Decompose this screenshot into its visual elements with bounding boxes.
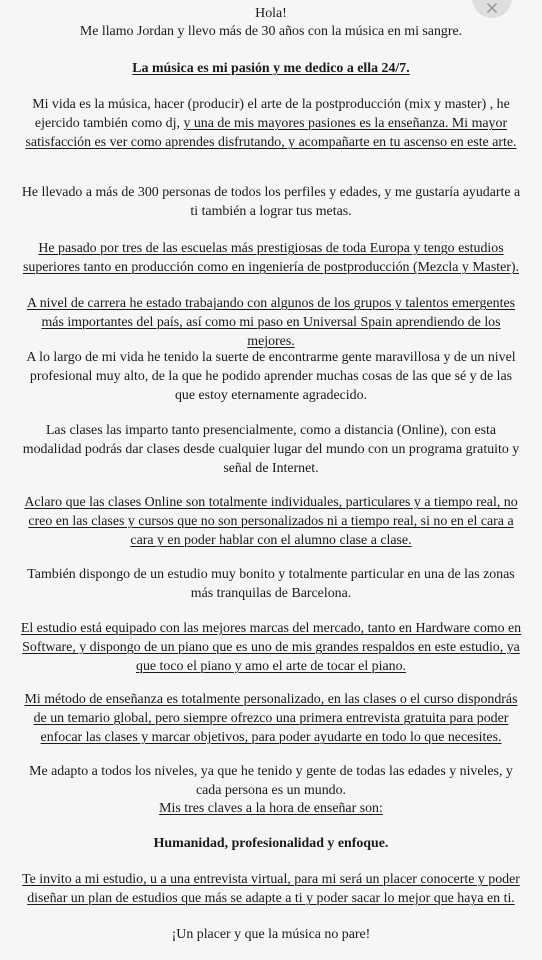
headline: La música es mi pasión y me dedico a ella 24/7. bbox=[132, 61, 410, 76]
paragraph-schools: He pasado por tres de las escuelas más prestigiosas de toda Europa y tengo estudios superiores tanto en producción como en ingeniería de postproducción (Mezcla y Master). bbox=[22, 241, 520, 275]
closing-line: ¡Un placer y que la música no pare! bbox=[171, 927, 371, 942]
paragraph-equipment: El estudio está equipado con las mejores marcas del mercado, tanto en Hardware como en Software, y dispongo de un piano que es uno de mis grandes respaldos en este estudio, ya que toco el piano y amo el arte de tocar el piano. bbox=[20, 621, 522, 674]
paragraph-life-underlined: y una de mis mayores pasiones es la enseñanza. Mi mayor satisfacción es ver como aprendes disfrutando, y acompañarte en tu ascenso en este arte. bbox=[25, 116, 517, 150]
close-icon bbox=[486, 2, 498, 14]
paragraph-gratitude: A lo largo de mi vida he tenido la suerte de encontrarme gente maravillosa y de un nivel profesional muy alto, de la que he podido aprender muchas cosas de las que sé y de las que estoy eternamente agradecido. bbox=[26, 350, 516, 403]
paragraph-people: He llevado a más de 300 personas de todos los perfiles y edades, y me gustaría ayudarte a ti también a lograr tus metas. bbox=[21, 185, 521, 219]
keys-intro: Mis tres claves a la hora de enseñar son: bbox=[159, 801, 383, 816]
intro-line: Me llamo Jordan y llevo más de 30 años con la música en mi sangre. bbox=[79, 24, 463, 39]
paragraph-career: A nivel de carrera he estado trabajando con algunos de los grupos y talentos emergentes más importantes del país, así como mi paso en Universal Spain aprendiendo de los mejores. bbox=[26, 296, 516, 349]
paragraph-life-plain: Mi vida es la música, hacer (producir) el arte de la postproducción (mix y master) , he ejercido también como dj, bbox=[32, 97, 510, 131]
paragraph-invitation: Te invito a mi estudio, u a una entrevista virtual, para mi será un placer conocerte y poder diseñar un plan de estudios que más se adapte a ti y poder sacar lo mejor que haya en ti. bbox=[22, 872, 520, 906]
keys-statement: Humanidad, profesionalidad y enfoque. bbox=[153, 836, 389, 851]
paragraph-online: Aclaro que las clases Online son totalmente individuales, particulares y a tiempo real, no creo en las clases y cursos que no son personalizados ni a tiempo real, si no en el cara a cara y en poder hablar con el alumno clase a clase. bbox=[24, 495, 518, 548]
paragraph-studio: También dispongo de un estudio muy bonito y totalmente particular en una de las zonas más tranquilas de Barcelona. bbox=[27, 567, 515, 601]
paragraph-life bbox=[20, 95, 522, 152]
greeting: Hola! bbox=[255, 6, 287, 21]
paragraph-levels: Me adapto a todos los niveles, ya que he tenido y gente de todas las edades y niveles, y cada persona es un mundo. bbox=[29, 764, 513, 798]
paragraph-classes: Las clases las imparto tanto presencialmente, como a distancia (Online), con esta modalidad podrás dar clases desde cualquier lugar del mundo con un programa gratuito y señal de Internet. bbox=[22, 423, 520, 476]
paragraph-method: Mi método de enseñanza es totalmente personalizado, en las clases o el curso dispondrás de un temario global, pero siempre ofrezco una primera entrevista gratuita para poder enfocar las clases y marcar objetivos, para poder ayudarte en todo lo que necesites. bbox=[24, 692, 518, 745]
